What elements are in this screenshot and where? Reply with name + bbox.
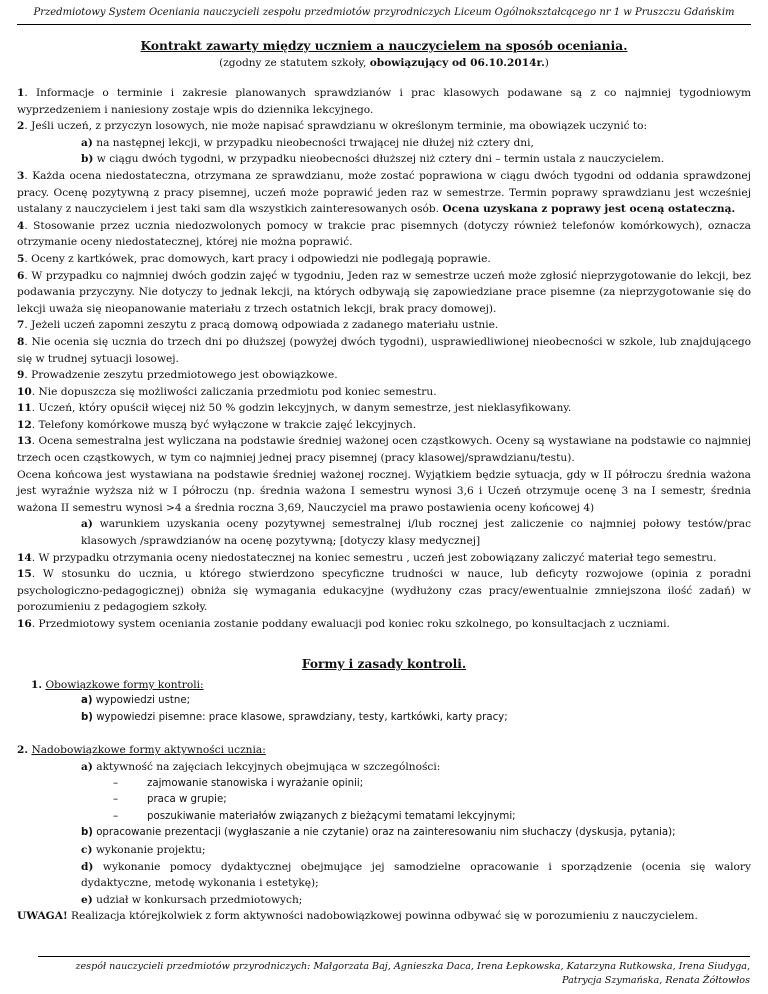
forms-s2-a: a) aktywność na zajęciach lekcyjnych obejmująca w szczególności: [81, 760, 441, 773]
rule-1: 1. Informacje o terminie i zakresie planowanych sprawdzianów i prac klasowych podawane są z co najmniej tygodniowym wyprzedzeniem i naniesiony zostaje wpis do dziennika lekcyjnego. [17, 87, 751, 116]
forms-s2-a-item-2: – praca w grupie; [113, 794, 227, 806]
rule-7: 7. Jeżeli uczeń zapomni zeszytu z pracą domową odpowiada z zadanego materiału ustnie. [17, 319, 499, 332]
footer-divider [38, 956, 750, 957]
forms-s2-b: b) opracowanie prezentacji (wygłaszanie a nie czytanie) oraz na zainteresowaniu nim słuchaczy (dyskusja, pytania); [81, 827, 676, 839]
rule-13: 13. Ocena semestralna jest wyliczana na podstawie średniej ważonej ocen cząstkowych. Oceny są wystawiane na podstawie co najmniej trzech ocen cząstkowych, w tym co najmniej jednej pracy pisemnej (pracy klasowej/sprawdzianu/testu). [17, 435, 751, 465]
running-header: Przedmiotowy System Oceniania nauczycieli zespołu przedmiotów przyrodniczych Liceum Ogólnokształcącego nr 1 w Pruszczu Gdańskim [17, 0, 751, 25]
forms-s2-e: e) udział w konkursach przedmiotowych; [81, 893, 303, 906]
forms-s2-a-item-1: – zajmowanie stanowiska i wyrażanie opinii; [113, 777, 364, 789]
rule-12: 12. Telefony komórkowe muszą być wyłączone w trakcie zajęć lekcyjnych. [17, 418, 417, 431]
forms-s2-heading: 2. Nadobowiązkowe formy aktywności ucznia: [17, 744, 266, 757]
rule-2: 2. Jeśli uczeń, z przyczyn losowych, nie może napisać sprawdzianu w określonym terminie, ma obowiązek uczynić to: [17, 120, 648, 133]
rule-3: 3. Każda ocena niedostateczna, otrzymana ze sprawdzianu, może zostać poprawiona w ciągu dwóch tygodni od oddania sprawdzonej pracy. Ocenę pozytywną z pracy pisemnej, uczeń może poprawić jeden raz w semestrze. Termin poprawy sprawdzianu jest wcześniej ustalany z nauczycielem i jest taki sam dla wszystkich zainteresowanych osób. Ocena uzyskana z poprawy jest oceną ostateczną. [17, 169, 751, 216]
document-title: Kontrakt zawarty między uczniem a nauczycielem na sposób oceniania. [140, 39, 628, 53]
rule-11: 11. Uczeń, który opuścił więcej niż 50 % godzin lekcyjnych, w danym semestrze, jest nieklasyfikowany. [17, 402, 572, 415]
rule-4: 4. Stosowanie przez ucznia niedozwolonych pomocy w trakcie prac pisemnych (dotyczy również telefonów komórkowych), oznacza otrzymanie oceny niedostatecznej, której nie można poprawić. [17, 219, 751, 249]
rule-8: 8. Nie ocenia się ucznia do trzech dni po dłuższej (powyżej dwóch tygodni), usprawiedliwionej nieobecności w szkole, lub znajdującego się w trudnej sytuacji losowej. [17, 335, 751, 365]
rule-2-b: b) w ciągu dwóch tygodni, w przypadku nieobecności dłuższej niż cztery dni – termin ustala z nauczycielem. [81, 153, 665, 166]
rule-15: 15. W stosunku do ucznia, u którego stwierdzono specyficzne trudności w nauce, lub deficyty rozwojowe (opinia z poradni psychologiczno-pedagogicznej) obniża się wymagania edukacyjne (wydłużony czas pracy/ewentualnie zmniejszona ilość zadań) w porozumieniu z pedagogiem szkoły. [17, 568, 751, 614]
forms-s2-a-item-3: – poszukiwanie materiałów związanych z bieżącymi tematami lekcyjnymi; [113, 810, 516, 822]
forms-s2-d: d) wykonanie pomocy dydaktycznej obejmujące jej samodzielne opracowanie i sporządzenie (ocenia się walory dydaktyczne, metodę wykonania i estetykę); [81, 860, 751, 890]
rule-16: 16. Przedmiotowy system oceniania zostanie poddany ewaluacji pod koniec roku szkolnego, po konsultacjach z uczniami. [17, 618, 670, 630]
forms-s1-b: b) wypowiedzi pisemne: prace klasowe, sprawdziany, testy, kartkówki, karty pracy; [81, 711, 508, 723]
page-footer [38, 960, 750, 988]
forms-s1-a: a) wypowiedzi ustne; [81, 695, 191, 707]
spacer [17, 726, 751, 742]
rule-10: 10. Nie dopuszcza się możliwości zaliczania przedmiotu pod koniec semestru. [17, 385, 437, 398]
footer-line-2: Patrycja Szymańska, Renata Żółtowłos [562, 975, 750, 986]
rule-9: 9. Prowadzenie zeszytu przedmiotowego jest obowiązkowe. [17, 369, 338, 382]
forms-section [17, 677, 751, 925]
document-page [17, 0, 751, 925]
forms-s2-c: c) wykonanie projektu; [81, 843, 206, 856]
forms-note: UWAGA! Realizacja którejkolwiek z form aktywności nadobowiązkowej powinna odbywać się w porozumieniu z nauczycielem. [17, 910, 698, 923]
rule-6: 6. W przypadku co najmniej dwóch godzin zajęć w tygodniu, Jeden raz w semestrze uczeń może zgłosić nieprzygotowanie do lekcji, bez podawania przyczyny. Nie dotyczy to jednak lekcji, na których odbywają się zapowiedziane prace pisemne (za nieprzygotowanie się do lekcji uważa się nieopanowanie materiału z trzech ostatnich lekcji, brak pracy domowej). [17, 269, 751, 315]
forms-s1-heading: 1. Obowiązkowe formy kontroli: [31, 678, 204, 691]
forms-section-title: Formy i zasady kontroli. [301, 656, 467, 671]
footer-line-1: zespół nauczycieli przedmiotów przyrodniczych: Małgorzata Baj, Agnieszka Daca, Irena Łepkowska, Katarzyna Rutkowska, Irena Siudyga, [75, 961, 750, 972]
rule-14: 14. W przypadku otrzymania oceny niedostatecznej na koniec semestru , uczeń jest zobowiązany zaliczyć materiał tego semestru. [17, 551, 717, 564]
document-subtitle: (zgodny ze statutem szkoły, obowiązujący od 06.10.2014r.) [219, 57, 549, 69]
rule-13-extra: Ocena końcowa jest wystawiana na podstawie średniej ważonej rocznej. Wyjątkiem będzie sytuacja, gdy w II półroczu średnia ważona jest wyraźnie wyższa niż w I półroczu (np. średnia ważona I semestru wynosi 3,6 i Uczeń otrzymuje ocenę 3 na I semestr, średnia ważona II semestru wynosi >4 a średnia roczna 3,69, Nauczyciel ma prawo postawienia oceny końcowej 4) [17, 468, 751, 514]
rules-list [17, 85, 751, 633]
rule-5: 5. Oceny z kartkówek, prac domowych, kart pracy i odpowiedzi nie podlegają poprawie. [17, 252, 491, 265]
rule-2-a: a) na następnej lekcji, w przypadku nieobecności trwającej nie dłużej niż cztery dni, [81, 136, 534, 149]
rule-13-a: a) warunkiem uzyskania oceny pozytywnej semestralnej i/lub rocznej jest zaliczenie co najmniej połowy testów/prac klasowych /sprawdzianów na ocenę pozytywną; [dotyczy klasy medycznej] [81, 518, 751, 548]
